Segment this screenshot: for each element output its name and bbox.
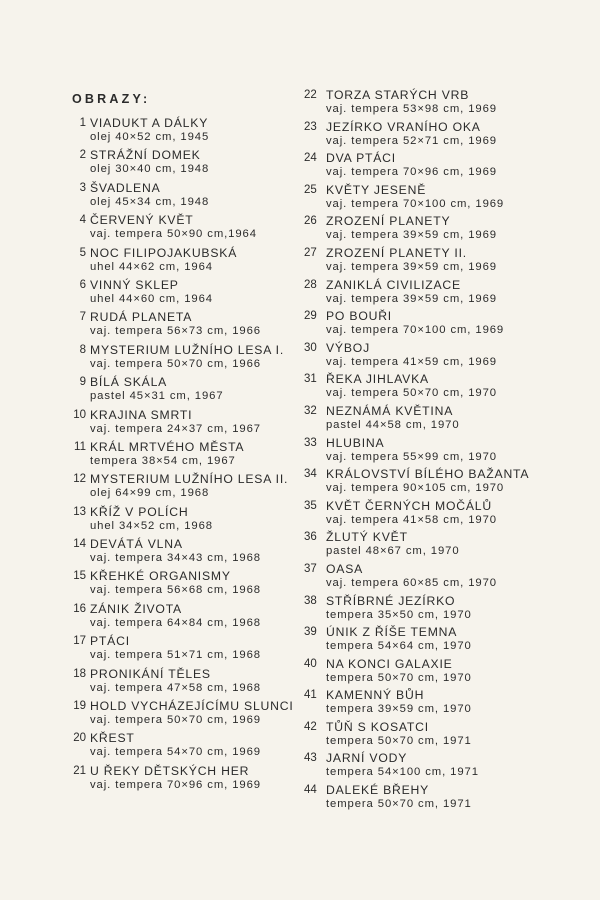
- artwork-number: 2: [79, 149, 86, 162]
- artwork-entry: [62, 278, 298, 310]
- artwork-entry: [304, 562, 584, 594]
- artwork-detail: vaj. tempera 50×70 cm, 1966: [90, 357, 261, 370]
- artwork-entry: [304, 309, 584, 341]
- artwork-entry: [304, 436, 584, 468]
- artwork-number: 44: [304, 784, 317, 797]
- artwork-title: HLUBINA: [326, 435, 385, 450]
- artwork-list-right: [304, 88, 584, 815]
- artwork-title: ŠVADLENA: [90, 180, 161, 195]
- artwork-title: ZROZENÍ PLANETY: [326, 214, 451, 229]
- artwork-entry: [304, 594, 584, 626]
- artwork-title: STŘÍBRNÉ JEZÍRKO: [326, 593, 456, 608]
- artwork-number: 36: [304, 531, 317, 544]
- artwork-title: DVA PTÁCI: [326, 151, 396, 166]
- artwork-detail: vaj. tempera 50×70 cm, 1969: [90, 714, 261, 727]
- artwork-title: VÝBOJ: [326, 340, 370, 355]
- section-heading: OBRAZY:: [72, 92, 151, 106]
- artwork-detail: vaj. tempera 51×71 cm, 1968: [90, 649, 261, 662]
- artwork-number: 19: [73, 700, 86, 713]
- artwork-detail: tempera 54×64 cm, 1970: [326, 640, 472, 653]
- artwork-entry: [62, 213, 298, 245]
- artwork-number: 7: [79, 311, 86, 324]
- artwork-number: 21: [73, 764, 86, 777]
- artwork-detail: pastel 45×31 cm, 1967: [90, 390, 224, 403]
- artwork-entry: [62, 505, 298, 537]
- artwork-entry: [62, 310, 298, 342]
- artwork-entry: [62, 148, 298, 180]
- artwork-title: OASA: [326, 561, 364, 576]
- artwork-title: TORZA STARÝCH VRB: [326, 88, 470, 102]
- artwork-detail: olej 64×99 cm, 1968: [90, 487, 210, 500]
- artwork-detail: olej 30×40 cm, 1948: [90, 163, 210, 176]
- artwork-detail: uhel 34×52 cm, 1968: [90, 519, 213, 532]
- artwork-number: 28: [304, 278, 317, 291]
- artwork-entry: [304, 88, 584, 120]
- artwork-entry: [304, 751, 584, 783]
- artwork-title: KŘEHKÉ ORGANISMY: [90, 569, 231, 584]
- artwork-entry: [304, 278, 584, 310]
- artwork-detail: olej 45×34 cm, 1948: [90, 195, 210, 208]
- artwork-number: 9: [79, 376, 86, 389]
- artwork-list-left: [62, 116, 298, 796]
- artwork-detail: vaj. tempera 54×70 cm, 1969: [90, 746, 261, 759]
- artwork-detail: pastel 48×67 cm, 1970: [326, 545, 460, 558]
- artwork-number: 24: [304, 152, 317, 165]
- artwork-title: KŘÍŽ V POLÍCH: [90, 504, 189, 519]
- artwork-title: KRÁL MRTVÉHO MĚSTA: [90, 439, 245, 454]
- artwork-title: PRONIKÁNÍ TĚLES: [90, 666, 211, 681]
- artwork-entry: [62, 440, 298, 472]
- artwork-detail: tempera 39×59 cm, 1970: [326, 703, 472, 716]
- artwork-entry: [62, 634, 298, 666]
- artwork-entry: [62, 116, 298, 148]
- artwork-title: RUDÁ PLANETA: [90, 310, 193, 325]
- artwork-number: 42: [304, 720, 317, 733]
- artwork-detail: vaj. tempera 60×85 cm, 1970: [326, 576, 497, 589]
- artwork-entry: [304, 657, 584, 689]
- artwork-number: 34: [304, 468, 317, 481]
- artwork-entry: [304, 530, 584, 562]
- artwork-detail: vaj. tempera 34×43 cm, 1968: [90, 552, 261, 565]
- artwork-entry: [62, 343, 298, 375]
- artwork-title: ZÁNIK ŽIVOTA: [90, 601, 182, 616]
- artwork-detail: vaj. tempera 41×58 cm, 1970: [326, 513, 497, 526]
- artwork-title: ÚNIK Z ŘÍŠE TEMNA: [326, 625, 458, 640]
- artwork-title: KRAJINA SMRTI: [90, 407, 193, 422]
- artwork-detail: vaj. tempera 70×100 cm, 1969: [326, 197, 505, 210]
- artwork-number: 17: [73, 635, 86, 648]
- artwork-entry: [304, 183, 584, 215]
- artwork-detail: vaj. tempera 50×90 cm,1964: [90, 228, 257, 241]
- artwork-number: 41: [304, 689, 317, 702]
- artwork-title: ŽLUTÝ KVĚT: [326, 530, 408, 545]
- artwork-title: ŘEKA JIHLAVKA: [326, 372, 429, 387]
- artwork-title: NEZNÁMÁ KVĚTINA: [326, 403, 454, 418]
- artwork-number: 8: [79, 343, 86, 356]
- artwork-entry: [304, 499, 584, 531]
- artwork-title: STRÁŽNÍ DOMEK: [90, 148, 201, 163]
- artwork-entry: [62, 246, 298, 278]
- artwork-title: VINNÝ SKLEP: [90, 277, 179, 292]
- artwork-entry: [304, 214, 584, 246]
- artwork-title: DEVÁTÁ VLNA: [90, 537, 183, 552]
- artwork-number: 25: [304, 183, 317, 196]
- artwork-detail: vaj. tempera 50×70 cm, 1970: [326, 387, 497, 400]
- artwork-title: JEZÍRKO VRANÍHO OKA: [326, 119, 481, 134]
- artwork-entry: [304, 720, 584, 752]
- artwork-number: 20: [73, 732, 86, 745]
- artwork-number: 23: [304, 120, 317, 133]
- artwork-entry: [62, 602, 298, 634]
- artwork-detail: vaj. tempera 55×99 cm, 1970: [326, 450, 497, 463]
- artwork-title: JARNÍ VODY: [326, 751, 408, 766]
- artwork-number: 43: [304, 752, 317, 765]
- artwork-number: 32: [304, 404, 317, 417]
- artwork-detail: vaj. tempera 52×71 cm, 1969: [326, 134, 497, 147]
- artwork-entry: [304, 467, 584, 499]
- artwork-number: 4: [79, 214, 86, 227]
- artwork-detail: vaj. tempera 70×96 cm, 1969: [326, 166, 497, 179]
- artwork-entry: [62, 569, 298, 601]
- artwork-entry: [304, 246, 584, 278]
- artwork-title: VIADUKT A DÁLKY: [90, 116, 209, 130]
- artwork-detail: vaj. tempera 90×105 cm, 1970: [326, 482, 505, 495]
- artwork-number: 29: [304, 310, 317, 323]
- artwork-detail: vaj. tempera 39×59 cm, 1969: [326, 229, 497, 242]
- artwork-number: 31: [304, 373, 317, 386]
- artwork-title: NA KONCI GALAXIE: [326, 656, 453, 671]
- artwork-number: 6: [79, 278, 86, 291]
- artwork-detail: tempera 50×70 cm, 1970: [326, 671, 472, 684]
- artwork-detail: uhel 44×62 cm, 1964: [90, 260, 213, 273]
- artwork-detail: vaj. tempera 70×96 cm, 1969: [90, 778, 261, 791]
- artwork-title: KVĚTY JESENĚ: [326, 182, 427, 197]
- artwork-number: 11: [74, 440, 86, 453]
- artwork-title: HOLD VYCHÁZEJÍCÍMU SLUNCI: [90, 699, 294, 714]
- artwork-number: 37: [304, 562, 317, 575]
- artwork-number: 18: [73, 667, 86, 680]
- artwork-title: ZANIKLÁ CIVILIZACE: [326, 277, 461, 292]
- artwork-title: U ŘEKY DĚTSKÝCH HER: [90, 763, 250, 778]
- artwork-detail: vaj. tempera 56×68 cm, 1968: [90, 584, 261, 597]
- artwork-number: 27: [304, 246, 317, 259]
- artwork-number: 15: [73, 570, 86, 583]
- artwork-number: 26: [304, 215, 317, 228]
- artwork-title: TŮŇ S KOSATCI: [326, 719, 429, 734]
- artwork-entry: [62, 375, 298, 407]
- artwork-number: 16: [73, 602, 86, 615]
- artwork-number: 5: [79, 246, 86, 259]
- artwork-title: ČERVENÝ KVĚT: [90, 213, 194, 228]
- artwork-entry: [304, 625, 584, 657]
- artwork-title: DALEKÉ BŘEHY: [326, 783, 430, 798]
- artwork-title: KAMENNÝ BŮH: [326, 688, 425, 703]
- artwork-entry: [62, 408, 298, 440]
- artwork-number: 3: [79, 181, 86, 194]
- artwork-number: 33: [304, 436, 317, 449]
- artwork-number: 22: [304, 89, 317, 101]
- artwork-detail: uhel 44×60 cm, 1964: [90, 292, 213, 305]
- artwork-detail: tempera 54×100 cm, 1971: [326, 766, 479, 779]
- artwork-detail: vaj. tempera 56×73 cm, 1966: [90, 325, 261, 338]
- artwork-entry: [304, 372, 584, 404]
- artwork-number: 13: [73, 505, 86, 518]
- artwork-detail: vaj. tempera 64×84 cm, 1968: [90, 616, 261, 629]
- artwork-entry: [304, 341, 584, 373]
- artwork-title: KRÁLOVSTVÍ BÍLÉHO BAŽANTA: [326, 467, 530, 482]
- artwork-title: MYSTERIUM LUŽNÍHO LESA I.: [90, 342, 285, 357]
- artwork-detail: tempera 35×50 cm, 1970: [326, 608, 472, 621]
- artwork-detail: vaj. tempera 53×98 cm, 1969: [326, 103, 497, 115]
- artwork-title: KVĚT ČERNÝCH MOČÁLŮ: [326, 498, 492, 513]
- artwork-number: 12: [73, 473, 86, 486]
- artwork-entry: [62, 731, 298, 763]
- artwork-number: 14: [73, 538, 86, 551]
- artwork-detail: tempera 50×70 cm, 1971: [326, 798, 472, 811]
- artwork-number: 40: [304, 657, 317, 670]
- artwork-number: 38: [304, 594, 317, 607]
- artwork-entry: [62, 181, 298, 213]
- artwork-detail: tempera 50×70 cm, 1971: [326, 734, 472, 747]
- artwork-title: MYSTERIUM LUŽNÍHO LESA II.: [90, 472, 289, 487]
- artwork-detail: tempera 38×54 cm, 1967: [90, 454, 236, 467]
- artwork-entry: [62, 699, 298, 731]
- artwork-detail: vaj. tempera 47×58 cm, 1968: [90, 681, 261, 694]
- artwork-number: 39: [304, 626, 317, 639]
- artwork-number: 30: [304, 341, 317, 354]
- artwork-number: 10: [73, 408, 86, 421]
- artwork-detail: vaj. tempera 24×37 cm, 1967: [90, 422, 261, 435]
- artwork-entry: [304, 120, 584, 152]
- artwork-detail: vaj. tempera 70×100 cm, 1969: [326, 324, 505, 337]
- artwork-detail: olej 40×52 cm, 1945: [90, 131, 210, 143]
- artwork-number: 35: [304, 499, 317, 512]
- artwork-title: BÍLÁ SKÁLA: [90, 375, 168, 390]
- artwork-title: NOC FILIPOJAKUBSKÁ: [90, 245, 238, 260]
- artwork-entry: [62, 472, 298, 504]
- artwork-entry: [62, 537, 298, 569]
- artwork-title: PO BOUŘI: [326, 309, 392, 324]
- artwork-entry: [304, 151, 584, 183]
- artwork-detail: vaj. tempera 41×59 cm, 1969: [326, 355, 497, 368]
- artwork-title: PTÁCI: [90, 634, 130, 649]
- artwork-detail: vaj. tempera 39×59 cm, 1969: [326, 260, 497, 273]
- artwork-entry: [62, 764, 298, 796]
- artwork-title: KŘEST: [90, 731, 135, 746]
- artwork-entry: [62, 667, 298, 699]
- artwork-detail: vaj. tempera 39×59 cm, 1969: [326, 292, 497, 305]
- artwork-number: 1: [79, 117, 86, 129]
- artwork-title: ZROZENÍ PLANETY II.: [326, 245, 467, 260]
- artwork-entry: [304, 404, 584, 436]
- artwork-detail: pastel 44×58 cm, 1970: [326, 418, 460, 431]
- artwork-entry: [304, 688, 584, 720]
- artwork-entry: [304, 783, 584, 815]
